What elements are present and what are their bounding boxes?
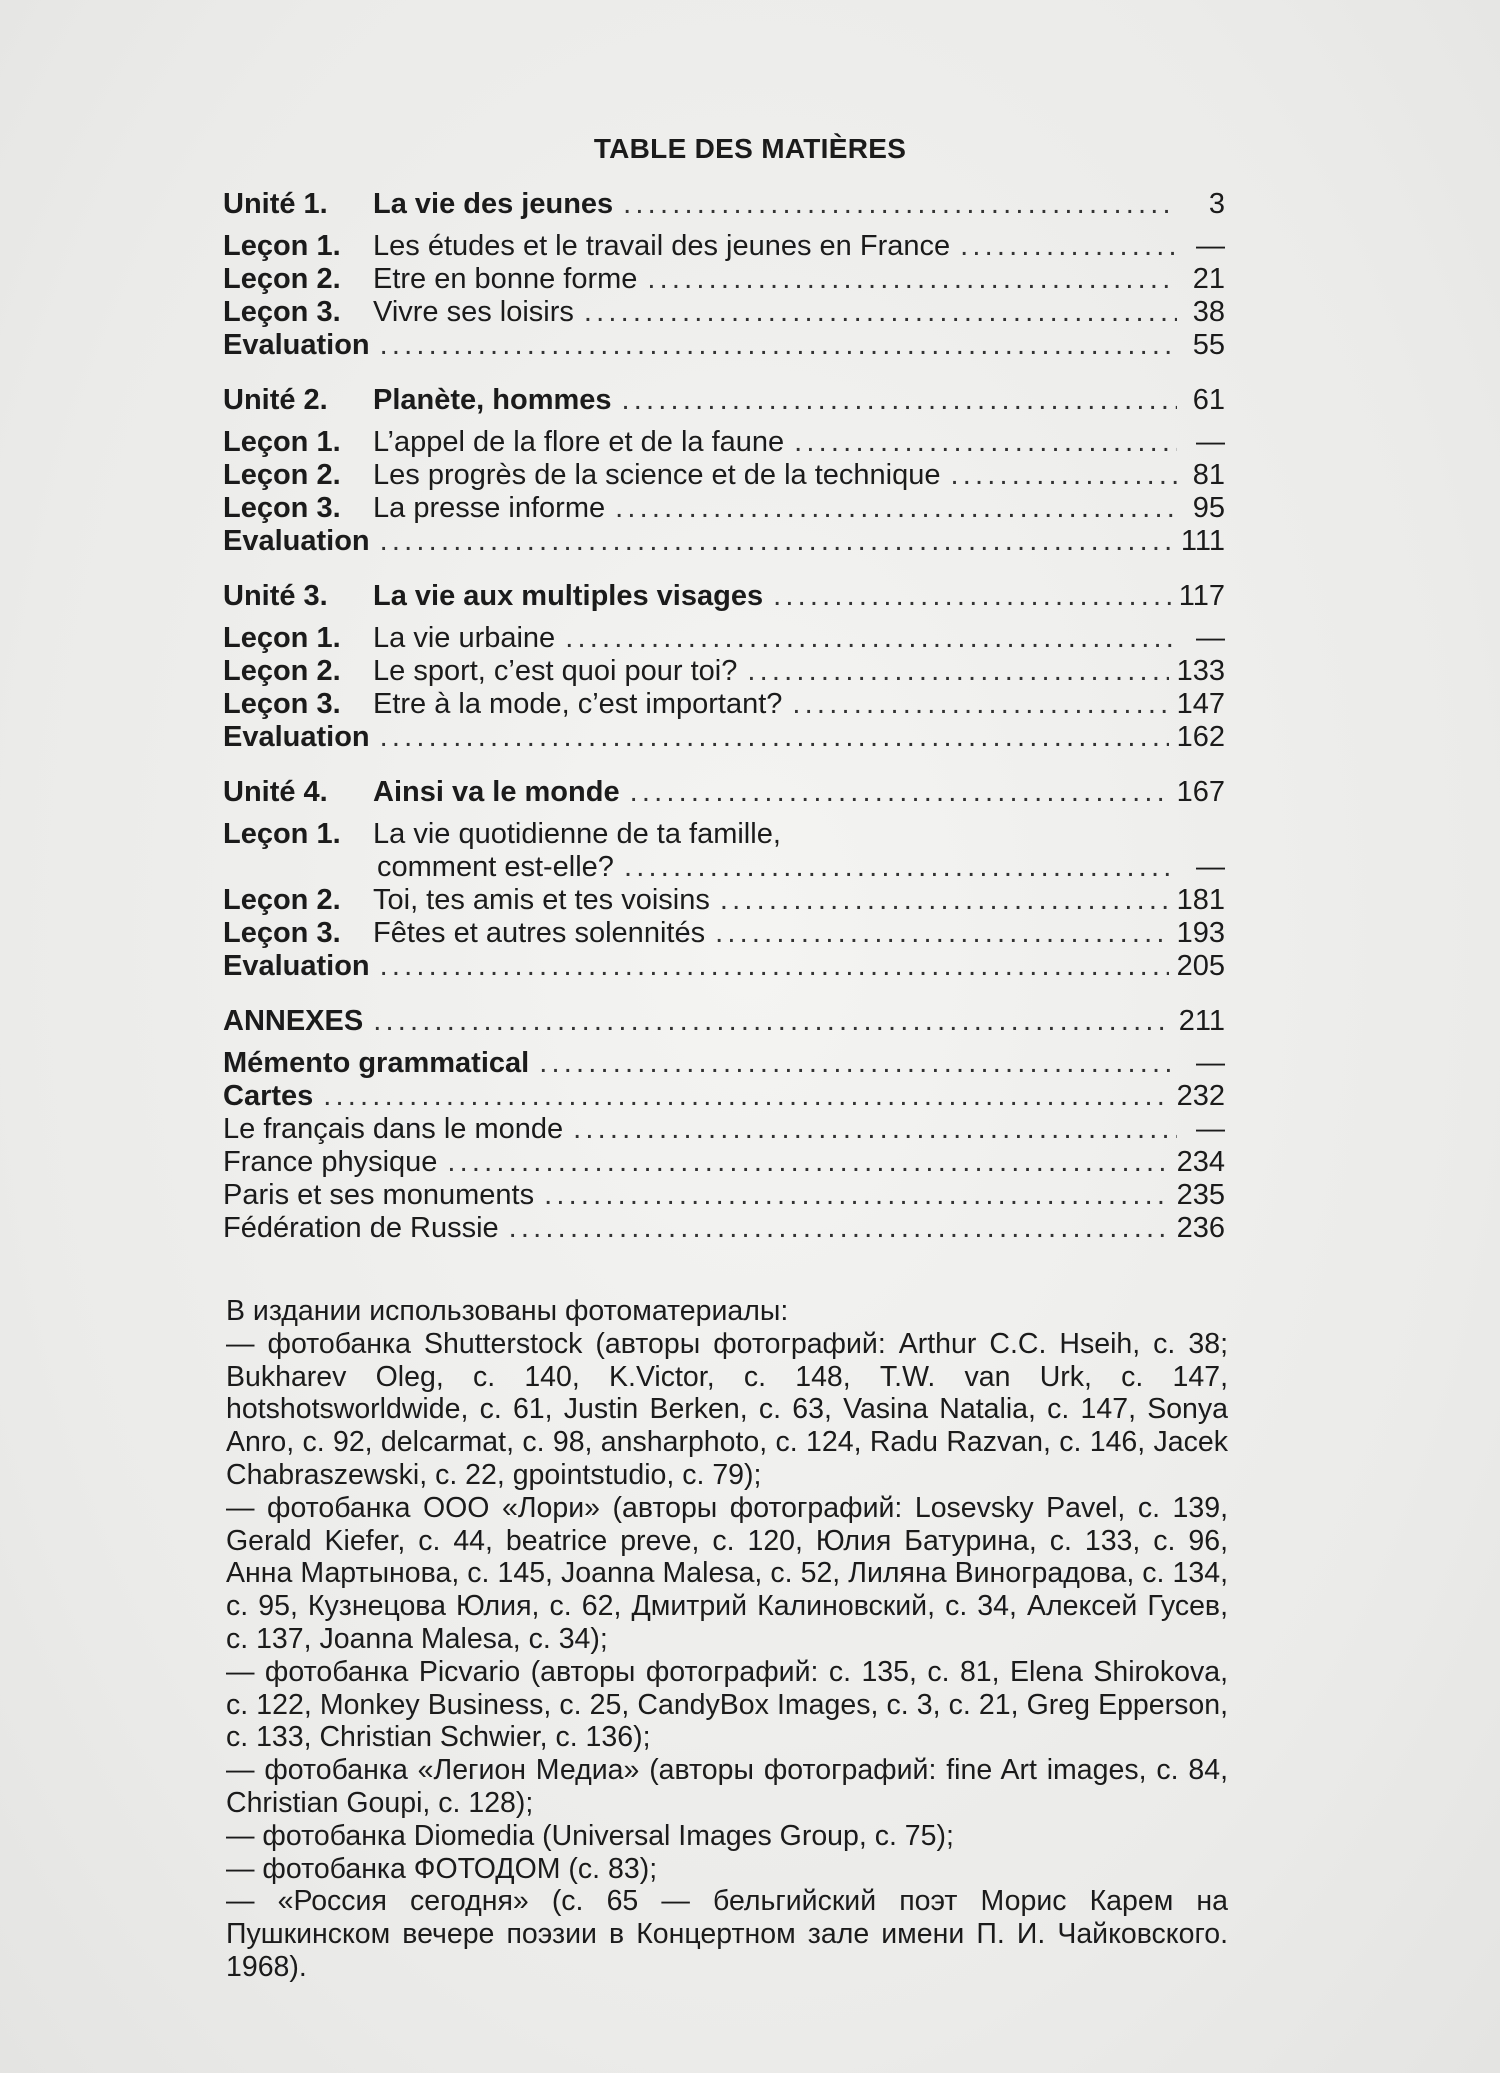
lesson-title: Etre en bonne forme: [373, 263, 638, 295]
lesson-title: Toi, tes amis et tes voisins: [373, 884, 710, 916]
credits-paragraph: — фотобанка ФОТОДОМ (с. 83);: [226, 1852, 658, 1885]
annexes-title: ANNEXES: [223, 1005, 364, 1037]
map-label: France physique: [223, 1146, 438, 1178]
map-label: Fédération de Russie: [223, 1212, 499, 1244]
lesson-row[interactable]: [223, 655, 1225, 688]
annexes-group: [223, 1005, 1225, 1245]
page-number: —: [1196, 622, 1225, 654]
leader-dots: [792, 688, 1168, 721]
unit-label: Unité 3.: [223, 580, 328, 612]
lesson-row[interactable]: [223, 917, 1225, 950]
credits-paragraph: — фотобанка Shutterstock (авторы фотографий: Arthur C.C. Hseih, с. 38; Bukharev Oleg, с. 140, K.Victor, с. 148, T.W. van Urk, с. 147, hotshotsworldwide, с. 61, Justin Berken, с. 63, Vasina Natalia, с. 147, Sonya Anro, с. 92, delcarmat, с. 98, ansharphoto, с. 124, Radu Razvan, с. 146, Jacek Chabraszewski, с. 22, gpointstudio, с. 79);: [226, 1327, 1228, 1491]
credits-paragraph: — фотобанка ООО «Лори» (авторы фотографий: Losevsky Pavel, с. 139, Gerald Kiefer, с. 44, beatrice preve, с. 120, Юлия Батурина, с. 133, с. 96, Анна Мартынова, с. 145, Joanna Malesa, с. 52, Лиляна Виноградова, с. 134, с. 95, Кузнецова Юлия, с. 62, Дмитрий Калиновский, с. 34, Алексей Гусев, с. 137, Joanna Malesa, с. 34);: [226, 1491, 1228, 1655]
lesson-row[interactable]: [223, 263, 1225, 296]
leader-dots: [373, 1005, 1171, 1038]
leader-dots: [380, 950, 1169, 983]
lesson-label: Leçon 3.: [223, 492, 341, 524]
evaluation-row[interactable]: [223, 721, 1225, 754]
unit-title: Ainsi va le monde: [373, 776, 620, 808]
unit-title: La vie des jeunes: [373, 188, 614, 220]
page-number: 232: [1176, 1080, 1225, 1112]
unit-1-group: [223, 188, 1225, 362]
unit-row[interactable]: [223, 188, 1225, 221]
map-row[interactable]: [223, 1179, 1225, 1212]
credits-paragraph: — фотобанка Diomedia (Universal Images Group, с. 75);: [226, 1819, 954, 1852]
map-label: Paris et ses monuments: [223, 1179, 535, 1211]
lesson-title: Le sport, c’est quoi pour toi?: [373, 655, 738, 687]
leader-dots: [950, 459, 1177, 492]
lesson-label: Leçon 3.: [223, 296, 341, 328]
leader-dots: [447, 1146, 1168, 1179]
leader-dots: [960, 230, 1177, 263]
leader-dots: [623, 188, 1177, 221]
leader-dots: [624, 851, 1177, 884]
lesson-label: Leçon 2.: [223, 263, 341, 295]
page-number: 205: [1176, 950, 1225, 982]
credits-paragraph: — «Россия сегодня» (с. 65 — бельгийский поэт Морис Карем на Пушкинском вечере поэзии в Концертном зале имени П. И. Чайковского. 1968).: [226, 1885, 1228, 1983]
page-number: 117: [1178, 580, 1225, 612]
page-number: 162: [1176, 721, 1225, 753]
unit-label: Unité 2.: [223, 384, 328, 416]
page-number: —: [1196, 1047, 1225, 1079]
map-row[interactable]: [223, 1212, 1225, 1245]
page-number: 236: [1176, 1212, 1225, 1244]
unit-row[interactable]: [223, 384, 1225, 417]
lesson-row[interactable]: [223, 688, 1225, 721]
credits-paragraph: — фотобанка «Легион Медиа» (авторы фотографий: fine Art images, с. 84, Christian Goupi, с. 128);: [226, 1754, 1228, 1819]
leader-dots: [380, 525, 1173, 558]
page-number: 21: [1192, 263, 1225, 295]
leader-dots: [747, 655, 1168, 688]
unit-label: Unité 1.: [223, 188, 328, 220]
lesson-title: Etre à la mode, c’est important?: [373, 688, 783, 720]
memento-label: Mémento grammatical: [223, 1047, 530, 1079]
photo-credits: [226, 1295, 1228, 1984]
lesson-label: Leçon 1.: [223, 230, 341, 262]
unit-row[interactable]: [223, 776, 1225, 809]
page-number: 147: [1176, 688, 1225, 720]
lesson-label: Leçon 1.: [223, 818, 341, 850]
lesson-row-continued[interactable]: [223, 851, 1225, 884]
evaluation-label: Evaluation: [223, 329, 370, 361]
page-number: 235: [1176, 1179, 1225, 1211]
page-number: —: [1196, 426, 1225, 458]
lesson-title: La vie quotidienne de ta famille,: [373, 818, 781, 850]
lesson-label: Leçon 2.: [223, 655, 341, 687]
credits-intro: В издании использованы фотоматериалы:: [226, 1295, 789, 1327]
lesson-title: Fêtes et autres solennités: [373, 917, 706, 949]
annexes-row[interactable]: [223, 1005, 1225, 1038]
leader-dots: [584, 296, 1177, 329]
leader-dots: [380, 329, 1177, 362]
unit-title: Planète, hommes: [373, 384, 612, 416]
leader-dots: [573, 1113, 1177, 1146]
lesson-title: La presse informe: [373, 492, 606, 524]
lesson-title-continued: comment est-elle?: [377, 851, 614, 883]
leader-dots: [773, 580, 1171, 613]
evaluation-label: Evaluation: [223, 525, 370, 557]
lesson-title: L’appel de la flore et de la faune: [373, 426, 785, 458]
unit-4-group: [223, 776, 1225, 983]
page-number: 133: [1176, 655, 1225, 687]
table-of-contents: [223, 188, 1225, 1267]
evaluation-label: Evaluation: [223, 721, 370, 753]
lesson-row[interactable]: [223, 459, 1225, 492]
page-number: 38: [1192, 296, 1225, 328]
leader-dots: [720, 884, 1169, 917]
leader-dots: [794, 426, 1177, 459]
page-number: 211: [1178, 1005, 1225, 1037]
page-number: —: [1196, 851, 1225, 883]
lesson-title: Les études et le travail des jeunes en France: [373, 230, 951, 262]
page-number: —: [1196, 230, 1225, 262]
map-label: Le français dans le monde: [223, 1113, 564, 1145]
page-number: 81: [1192, 459, 1225, 491]
map-row[interactable]: [223, 1146, 1225, 1179]
page-number: 55: [1192, 329, 1225, 361]
evaluation-row[interactable]: [223, 950, 1225, 983]
lesson-row[interactable]: [223, 492, 1225, 525]
lesson-row[interactable]: [223, 818, 1225, 851]
page-number: 61: [1192, 384, 1225, 416]
unit-label: Unité 4.: [223, 776, 328, 808]
cartes-row[interactable]: [223, 1080, 1225, 1113]
lesson-label: Leçon 1.: [223, 426, 341, 458]
leader-dots: [509, 1212, 1169, 1245]
evaluation-row[interactable]: [223, 329, 1225, 362]
unit-title: La vie aux multiples visages: [373, 580, 764, 612]
unit-row[interactable]: [223, 580, 1225, 613]
leader-dots: [565, 622, 1177, 655]
lesson-row[interactable]: [223, 296, 1225, 329]
lesson-label: Leçon 3.: [223, 917, 341, 949]
evaluation-row[interactable]: [223, 525, 1225, 558]
lesson-label: Leçon 2.: [223, 459, 341, 491]
evaluation-label: Evaluation: [223, 950, 370, 982]
page-number: 181: [1176, 884, 1225, 916]
page-number: 111: [1180, 525, 1225, 557]
lesson-label: Leçon 1.: [223, 622, 341, 654]
page-number: 95: [1192, 492, 1225, 524]
leader-dots: [323, 1080, 1168, 1113]
page-number: 3: [1208, 188, 1225, 220]
page-title: TABLE DES MATIÈRES: [593, 133, 907, 164]
map-row[interactable]: [223, 1113, 1225, 1146]
unit-2-group: [223, 384, 1225, 558]
lesson-label: Leçon 2.: [223, 884, 341, 916]
leader-dots: [539, 1047, 1177, 1080]
lesson-title: La vie urbaine: [373, 622, 556, 654]
leader-dots: [615, 492, 1177, 525]
leader-dots: [647, 263, 1177, 296]
leader-dots: [715, 917, 1169, 950]
page-number: 234: [1176, 1146, 1225, 1178]
memento-row[interactable]: [223, 1047, 1225, 1080]
leader-dots: [380, 721, 1169, 754]
lesson-title: Vivre ses loisirs: [373, 296, 574, 328]
leader-dots: [544, 1179, 1169, 1212]
credits-paragraph: — фотобанка Picvario (авторы фотографий: с. 135, с. 81, Elena Shirokova, с. 122, Monkey Business, с. 25, CandyBox Images, с. 3, с. 21, Greg Epperson, с. 133, Christian Schwier, с. 136);: [226, 1655, 1228, 1754]
lesson-row[interactable]: [223, 884, 1225, 917]
leader-dots: [630, 776, 1169, 809]
page-number: 193: [1176, 917, 1225, 949]
lesson-title: Les progrès de la science et de la technique: [373, 459, 941, 491]
page-number: —: [1196, 1113, 1225, 1145]
lesson-row[interactable]: [223, 230, 1225, 263]
page-number: 167: [1176, 776, 1225, 808]
cartes-label: Cartes: [223, 1080, 314, 1112]
lesson-label: Leçon 3.: [223, 688, 341, 720]
lesson-row[interactable]: [223, 426, 1225, 459]
lesson-row[interactable]: [223, 622, 1225, 655]
unit-3-group: [223, 580, 1225, 754]
leader-dots: [622, 384, 1177, 417]
